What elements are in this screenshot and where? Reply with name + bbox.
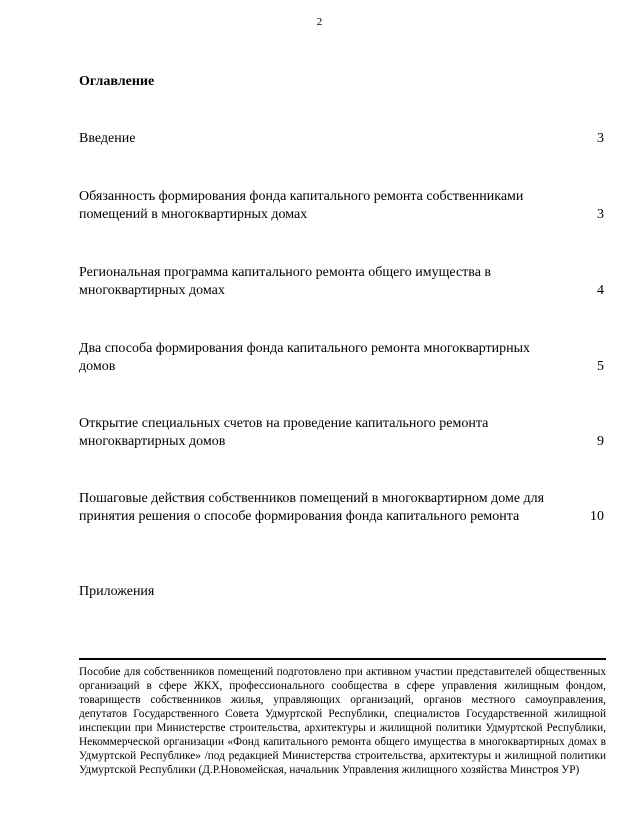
toc-entry[interactable] [79, 264, 606, 300]
toc-entry-title: Пошаговые действия собственников помещений в многоквартирном доме для принятия решения о способе формирования фонда капитального ремонта [79, 491, 545, 524]
toc-entry-page: 4 [597, 283, 604, 298]
toc-entry-title: Региональная программа капитального ремонта общего имущества в многоквартирных домах [79, 265, 492, 298]
toc-entry-page: 3 [597, 131, 604, 146]
toc-entry-page: 9 [597, 434, 604, 449]
toc-entry-title: Открытие специальных счетов на проведение капитального ремонта многоквартирных домов [79, 416, 489, 449]
toc-entry-page: 5 [597, 359, 604, 374]
toc-entry-title: Введение [79, 131, 136, 146]
toc-entry-title: Обязанность формирования фонда капитального ремонта собственниками помещений в многоквартирных домах [79, 189, 524, 222]
footnote-text: Пособие для собственников помещений подготовлено при активном участии представителей общественных организаций в сфере ЖКХ, профессионального сообщества в сфере управления жилищным фондом, товариществ собственников жилья, управляющих организаций, органов местного самоуправления, депутатов Государственного Совета Удмуртской Республики, специалистов Государственной жилищной инспекции при Министерстве строительства, архитектуры и жилищной политики Удмуртской Республики, Некоммерческой организации «Фонд капитального ремонта общего имущества в многоквартирных домах в Удмуртской Республике» /под редакцией Министерства строительства, архитектуры и жилищной политики Удмуртской Республики (Д.Р.Новомейская, начальник Управления жилищного хозяйства Минстроя УР) [79, 666, 606, 776]
toc-entry[interactable] [79, 340, 606, 376]
toc-entry[interactable] [79, 490, 606, 526]
toc-entry[interactable] [79, 188, 606, 224]
toc-entry-title: Два способа формирования фонда капитального ремонта многоквартирных домов [79, 341, 531, 374]
toc-entry[interactable] [79, 415, 606, 451]
toc-entry[interactable] [79, 583, 606, 601]
toc-entry-page: 3 [597, 207, 604, 222]
toc-heading: Оглавление [79, 74, 155, 89]
toc-entry-page: 10 [590, 509, 604, 524]
toc-entry[interactable] [79, 130, 606, 148]
toc-entry-title: Приложения [79, 584, 155, 599]
footnote-separator [79, 658, 606, 660]
page-number: 2 [316, 16, 323, 28]
